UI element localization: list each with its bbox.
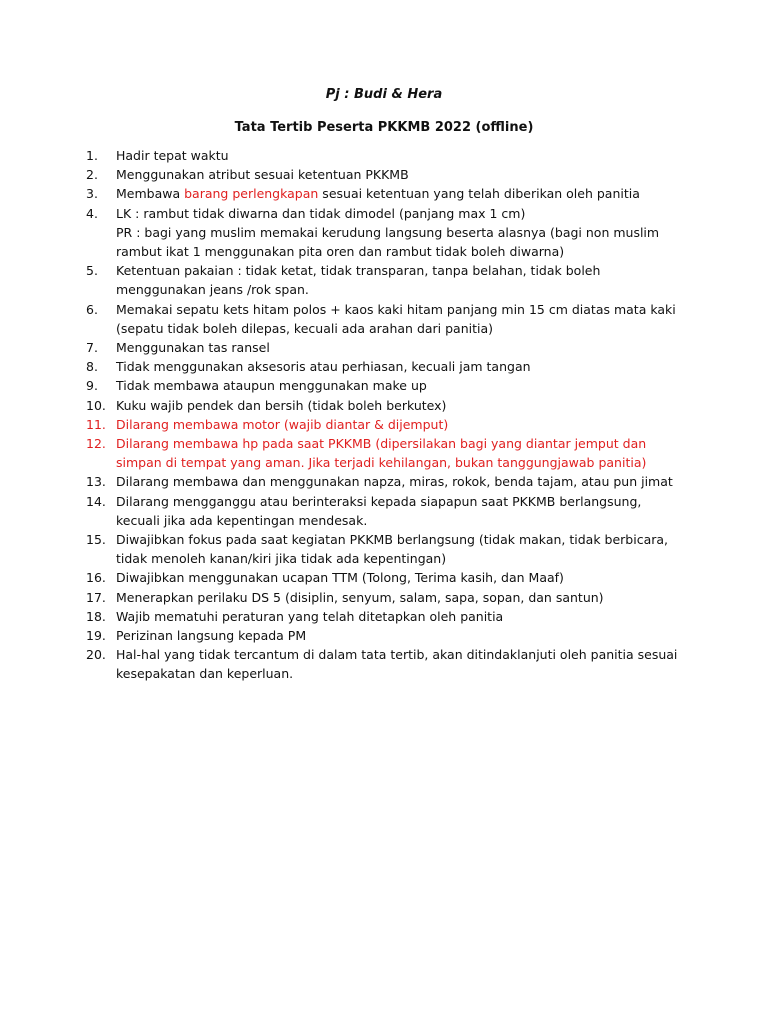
rule-text <box>116 300 686 338</box>
rule-text <box>116 338 686 357</box>
rule-text <box>116 607 686 626</box>
rule-number: 7. <box>86 340 98 356</box>
rule-number: 3. <box>86 186 98 202</box>
rule-item <box>86 396 686 415</box>
rule-text <box>116 415 686 434</box>
rule-text-line: Menggunakan atribut sesuai ketentuan PKKMB <box>116 167 409 183</box>
rule-item <box>86 530 686 568</box>
rule-item <box>86 357 686 376</box>
rule-text-line: Hal-hal yang tidak tercantum di dalam tata tertib, akan ditindaklanjuti oleh panitia sesuai <box>116 647 678 663</box>
highlighted-text: barang perlengkapan <box>184 186 319 202</box>
rule-text-line: Dilarang membawa dan menggunakan napza, miras, rokok, benda tajam, atau pun jimat <box>116 474 673 490</box>
rule-text <box>116 530 686 568</box>
rule-text-line: Wajib mematuhi peraturan yang telah ditetapkan oleh panitia <box>116 608 504 624</box>
rule-text <box>116 434 686 472</box>
rule-text-line: Dilarang membawa hp pada saat PKKMB (dipersilakan bagi yang diantar jemput dan <box>116 436 647 452</box>
document-title: Tata Tertib Peserta PKKMB 2022 (offline) <box>234 120 534 135</box>
rule-number: 20. <box>86 647 106 663</box>
rule-number: 13. <box>86 474 106 490</box>
rule-text-line: Diwajibkan menggunakan ucapan TTM (Tolong, Terima kasih, dan Maaf) <box>116 570 564 586</box>
rule-text <box>116 204 686 262</box>
rule-number: 14. <box>86 493 106 509</box>
rule-text-line: Kuku wajib pendek dan bersih (tidak boleh berkutex) <box>116 397 447 413</box>
rule-number: 6. <box>86 301 98 317</box>
rule-number: 2. <box>86 167 98 183</box>
rule-text-segment: Membawa <box>116 186 185 202</box>
rule-text <box>116 645 686 683</box>
rule-item <box>86 204 686 262</box>
rule-text-line: LK : rambut tidak diwarna dan tidak dimodel (panjang max 1 cm) <box>116 205 526 221</box>
rule-text <box>116 472 686 491</box>
rule-number: 19. <box>86 628 106 644</box>
rules-list <box>86 146 686 684</box>
rule-text <box>116 261 686 299</box>
rule-item <box>86 588 686 607</box>
rule-item <box>86 434 686 472</box>
rule-text <box>116 396 686 415</box>
rule-item <box>86 645 686 683</box>
rule-number: 11. <box>86 416 106 432</box>
rule-item <box>86 184 686 203</box>
rule-text <box>116 492 686 530</box>
rule-item <box>86 146 686 165</box>
rule-text-line: Perizinan langsung kepada PM <box>116 628 307 644</box>
rule-number: 17. <box>86 589 106 605</box>
rule-text-line: Menerapkan perilaku DS 5 (disiplin, senyum, salam, sapa, sopan, dan santun) <box>116 589 604 605</box>
rule-text-line: Menggunakan tas ransel <box>116 340 270 356</box>
rule-text-line: PR : bagi yang muslim memakai kerudung langsung beserta alasnya (bagi non muslim <box>116 224 660 240</box>
rule-number: 18. <box>86 608 106 624</box>
rule-text <box>116 357 686 376</box>
rule-text-line: Hadir tepat waktu <box>116 148 229 163</box>
rule-item <box>86 492 686 530</box>
rule-text-line: menggunakan jeans /rok span. <box>116 282 309 298</box>
rule-text-line: Ketentuan pakaian : tidak ketat, tidak transparan, tanpa belahan, tidak boleh <box>116 263 601 279</box>
rule-item <box>86 607 686 626</box>
rule-text-line: Memakai sepatu kets hitam polos + kaos kaki hitam panjang min 15 cm diatas mata kaki <box>116 301 676 317</box>
rule-number: 9. <box>86 378 98 394</box>
rule-item <box>86 261 686 299</box>
rule-text-line: Dilarang membawa motor (wajib diantar & dijemput) <box>116 416 449 432</box>
rule-text <box>116 568 686 587</box>
rule-text-line: Tidak menggunakan aksesoris atau perhiasan, kecuali jam tangan <box>116 359 531 375</box>
rule-text-line <box>116 184 686 203</box>
rule-text-line: kecuali jika ada kepentingan mendesak. <box>116 512 368 528</box>
rule-number: 8. <box>86 359 98 375</box>
rule-number: 4. <box>86 205 98 221</box>
rule-text <box>116 146 686 165</box>
rule-number: 1. <box>86 148 98 163</box>
rule-number: 15. <box>86 532 106 548</box>
rule-item <box>86 338 686 357</box>
rule-text <box>116 626 686 645</box>
rule-text-line: kesepakatan dan keperluan. <box>116 666 294 682</box>
rule-text-line: tidak menoleh kanan/kiri jika tidak ada kepentingan) <box>116 551 447 567</box>
rule-text-line: rambut ikat 1 menggunakan pita oren dan rambut tidak boleh diwarna) <box>116 244 565 260</box>
rule-item <box>86 376 686 395</box>
rule-text-line: Tidak membawa ataupun menggunakan make up <box>116 378 427 394</box>
rule-item <box>86 626 686 645</box>
rule-text-line: Diwajibkan fokus pada saat kegiatan PKKMB berlangsung (tidak makan, tidak berbicara, <box>116 532 669 548</box>
rule-item <box>86 165 686 184</box>
rule-item <box>86 568 686 587</box>
rule-text-segment: sesuai ketentuan yang telah diberikan oleh panitia <box>318 186 640 202</box>
rule-text-line: Dilarang mengganggu atau berinteraksi kepada siapapun saat PKKMB berlangsung, <box>116 493 642 509</box>
rule-text <box>116 376 686 395</box>
rule-item <box>86 472 686 491</box>
person-in-charge: Pj : Budi & Hera <box>325 87 443 102</box>
rule-text-line: simpan di tempat yang aman. Jika terjadi kehilangan, bukan tanggungjawab panitia) <box>116 455 647 471</box>
rule-text-line: (sepatu tidak boleh dilepas, kecuali ada arahan dari panitia) <box>116 320 494 336</box>
rule-text <box>116 588 686 607</box>
rule-text <box>116 165 686 184</box>
rule-number: 12. <box>86 436 106 452</box>
rule-number: 16. <box>86 570 106 586</box>
rule-number: 10. <box>86 397 106 413</box>
rule-number: 5. <box>86 263 98 279</box>
rule-item <box>86 415 686 434</box>
rule-text <box>116 184 686 203</box>
rule-item <box>86 300 686 338</box>
